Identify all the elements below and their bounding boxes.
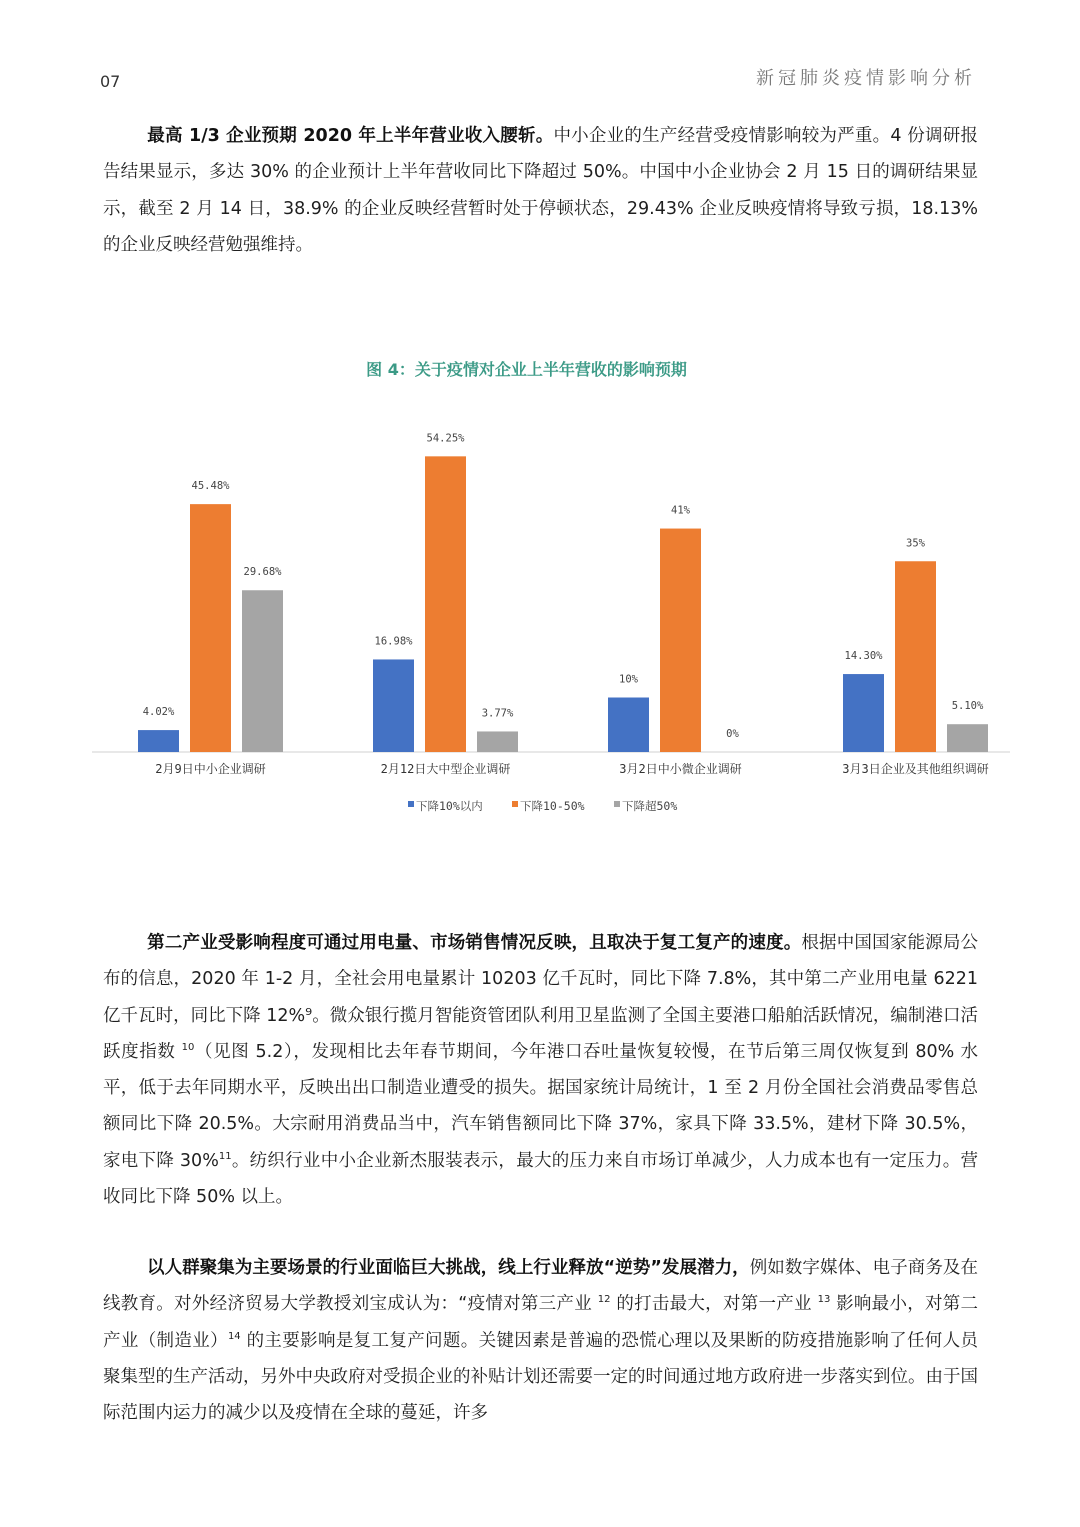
data-label: 35%	[906, 537, 925, 550]
legend-swatch	[512, 801, 518, 807]
legend-swatch	[614, 801, 620, 807]
data-label: 54.25%	[426, 432, 465, 445]
paragraph-body: （见图 5.2），发现相比去年春节期间，今年港口吞吐量恢复较慢，在节后第三周仅恢复到 80% 水平，低于去年同期水平，反映出出口制造业遭受的损失。据国家统计局统计，1 至 2 月份全国社会消费品零售总额同比下降 20.5%。大宗耐用消费品当中，汽车销售额同比下降 37%，家具下降 33.5%，建材下降 30.5%，家电下降 30%	[103, 1041, 978, 1171]
legend-label: 下降10-50%	[520, 799, 585, 813]
data-label: 4.02%	[142, 706, 175, 719]
data-label: 3.77%	[481, 707, 514, 720]
footnote-ref: 11	[218, 1150, 232, 1162]
paragraph-body: 的打击最大，对第一产业	[610, 1294, 818, 1315]
footnote-ref: 10	[181, 1042, 195, 1054]
bar	[477, 731, 518, 752]
bar-chart	[90, 400, 1020, 830]
data-label: 41%	[671, 504, 690, 517]
bar	[138, 730, 179, 752]
paragraph-body: 影响最小，对第二产业（制造业）	[103, 1294, 979, 1351]
legend-swatch	[408, 801, 414, 807]
figure-title: 图 4：关于疫情对企业上半年营收的影响预期	[366, 360, 687, 379]
paragraph-lead: 最高 1/3 企业预期 2020 年上半年营业收入腰斩。	[147, 126, 554, 146]
data-label: 29.68%	[243, 566, 282, 579]
paragraph-body: 。纺织行业中小企业新杰服装表示，最大的压力来自市场订单减少，人力成本也有一定压力。营收同比下降 50% 以上。	[103, 1150, 978, 1208]
data-label: 45.48%	[191, 480, 230, 493]
data-label: 16.98%	[374, 635, 413, 648]
category-label: 2月9日中小企业调研	[155, 762, 266, 776]
bar	[373, 659, 414, 752]
data-label: 0%	[726, 728, 739, 740]
legend-label: 下降10%以内	[416, 799, 483, 813]
paragraph-body: 根据中国国家能源局公布的信息，2020 年 1-2 月，全社会用电量累计 10203 亿千瓦时，同比下降 7.8%，其中第二产业用电量 6221 亿千瓦时，同比下降 12%⁹。微众银行揽月智能资管团队利用卫星监测了全国主要港口船舶活跃情况，编制港口活跃度指数	[103, 933, 979, 1062]
paragraph-lead: 第二产业受影响程度可通过用电量、市场销售情况反映，且取决于复工复产的速度。	[147, 933, 802, 953]
bar	[608, 698, 649, 753]
paragraph-body: 中小企业的生产经营受疫情影响较为严重。4 份调研报告结果显示，多达 30% 的企业预计上半年营收同比下降超过 50%。中国中小企业协会 2 月 15 日的调研结果显示，截至 2 月 14 日，38.9% 的企业反映经营暂时处于停顿状态，29.43% 企业反映疫情将导致亏损，18.13% 的企业反映经营勉强维持。	[103, 126, 978, 255]
bar	[895, 561, 936, 752]
footnote-ref: 14	[227, 1330, 241, 1342]
category-label: 3月2日中小微企业调研	[619, 762, 742, 776]
data-label: 10%	[619, 673, 638, 686]
paragraph-2	[103, 925, 978, 1215]
bar	[843, 674, 884, 752]
paragraph-body: 的主要影响是复工复产问题。关键因素是普遍的恐慌心理以及果断的防疫措施影响了任何人员聚集型的生产活动，另外中央政府对受损企业的补贴计划还需要一定的时间通过地方政府进一步落实到位。由于国际范围内运力的减少以及疫情在全球的蔓延，许多	[103, 1330, 978, 1424]
bar	[947, 724, 988, 752]
footnote-ref: 12	[597, 1294, 611, 1306]
paragraph-body: 例如数字媒体、电子商务及在线教育。对外经济贸易大学教授刘宝成认为：“疫情对第三产业	[103, 1258, 978, 1315]
footnote-ref: 13	[817, 1294, 831, 1306]
running-header: 新冠肺炎疫情影响分析	[756, 68, 976, 89]
legend-label: 下降超50%	[622, 799, 678, 813]
paragraph-3	[103, 1250, 978, 1431]
page-number: 07	[100, 72, 121, 91]
bar	[242, 590, 283, 752]
bar	[190, 504, 231, 752]
category-label: 2月12日大中型企业调研	[380, 762, 511, 776]
paragraph-lead: 以人群聚集为主要场景的行业面临巨大挑战，线上行业释放“逆势”发展潜力，	[147, 1258, 750, 1278]
bar	[425, 456, 466, 752]
data-label: 14.30%	[844, 650, 883, 663]
paragraph-1	[103, 118, 978, 263]
category-label: 3月3日企业及其他组织调研	[842, 762, 989, 776]
bar	[660, 529, 701, 752]
data-label: 5.10%	[951, 700, 984, 713]
